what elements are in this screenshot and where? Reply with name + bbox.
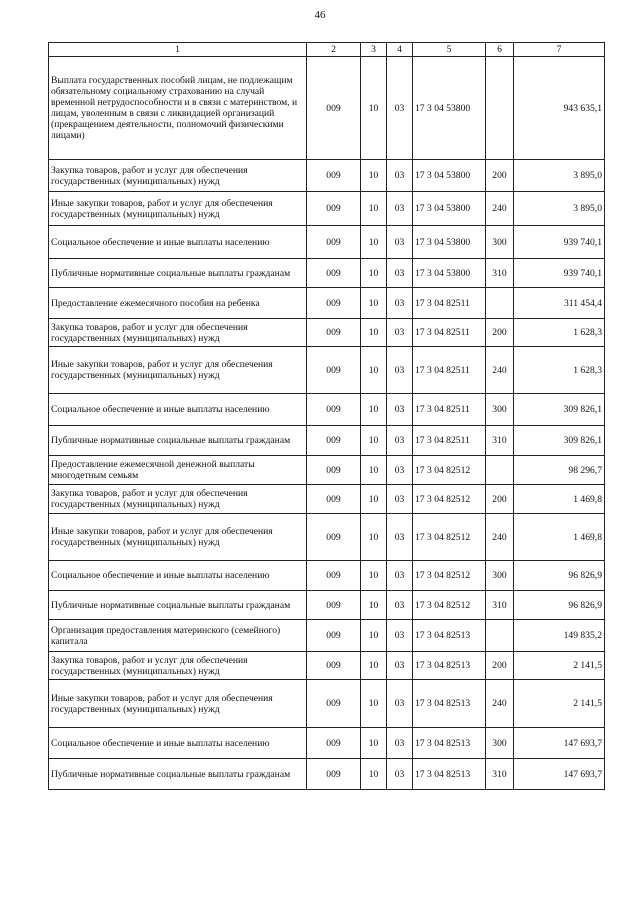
amount: 3 895,0 — [514, 160, 605, 192]
table-row — [49, 57, 605, 160]
code-grbs: 009 — [307, 226, 361, 259]
amount: 309 826,1 — [514, 426, 605, 456]
amount: 2 141,5 — [514, 680, 605, 728]
code-target-article: 17 3 04 82511 — [413, 426, 486, 456]
item-name: Публичные нормативные социальные выплаты гражданам — [49, 426, 307, 456]
code-target-article: 17 3 04 82512 — [413, 561, 486, 591]
table-row — [49, 426, 605, 456]
item-name: Социальное обеспечение и иные выплаты населению — [49, 394, 307, 426]
amount: 939 740,1 — [514, 259, 605, 288]
code-expense-type: 300 — [486, 394, 514, 426]
header-col-7: 7 — [514, 43, 605, 57]
code-section: 10 — [361, 259, 387, 288]
code-target-article: 17 3 04 82512 — [413, 591, 486, 620]
code-grbs: 009 — [307, 288, 361, 319]
table-row — [49, 561, 605, 591]
table-row — [49, 319, 605, 347]
code-target-article: 17 3 04 82513 — [413, 620, 486, 652]
table-row — [49, 514, 605, 561]
table-row — [49, 394, 605, 426]
code-grbs: 009 — [307, 759, 361, 790]
item-name: Закупка товаров, работ и услуг для обеспечения государственных (муниципальных) нужд — [49, 319, 307, 347]
code-grbs: 009 — [307, 680, 361, 728]
item-name: Предоставление ежемесячной денежной выплаты многодетным семьям — [49, 456, 307, 485]
code-grbs: 009 — [307, 652, 361, 680]
code-expense-type: 310 — [486, 759, 514, 790]
amount: 311 454,4 — [514, 288, 605, 319]
header-col-6: 6 — [486, 43, 514, 57]
item-name: Иные закупки товаров, работ и услуг для обеспечения государственных (муниципальных) нужд — [49, 680, 307, 728]
code-section: 10 — [361, 347, 387, 394]
code-target-article: 17 3 04 82513 — [413, 759, 486, 790]
code-grbs: 009 — [307, 728, 361, 759]
table-row — [49, 226, 605, 259]
item-name: Публичные нормативные социальные выплаты гражданам — [49, 259, 307, 288]
code-expense-type: 310 — [486, 426, 514, 456]
page-number: 46 — [314, 9, 326, 21]
item-name: Публичные нормативные социальные выплаты гражданам — [49, 591, 307, 620]
code-section: 10 — [361, 456, 387, 485]
item-name: Иные закупки товаров, работ и услуг для обеспечения государственных (муниципальных) нужд — [49, 192, 307, 226]
code-section: 10 — [361, 426, 387, 456]
amount: 96 826,9 — [514, 591, 605, 620]
amount: 943 635,1 — [514, 57, 605, 160]
code-target-article: 17 3 04 53800 — [413, 57, 486, 160]
code-subsection: 03 — [387, 57, 413, 160]
item-name: Организация предоставления материнского (семейного) капитала — [49, 620, 307, 652]
amount: 939 740,1 — [514, 226, 605, 259]
header-col-2: 2 — [307, 43, 361, 57]
code-subsection: 03 — [387, 426, 413, 456]
item-name: Социальное обеспечение и иные выплаты населению — [49, 226, 307, 259]
code-section: 10 — [361, 319, 387, 347]
code-section: 10 — [361, 759, 387, 790]
code-expense-type: 310 — [486, 591, 514, 620]
code-target-article: 17 3 04 82512 — [413, 456, 486, 485]
code-target-article: 17 3 04 53800 — [413, 160, 486, 192]
code-expense-type: 200 — [486, 485, 514, 514]
item-name: Публичные нормативные социальные выплаты гражданам — [49, 759, 307, 790]
table-row — [49, 680, 605, 728]
code-target-article: 17 3 04 82511 — [413, 347, 486, 394]
table-row — [49, 160, 605, 192]
code-subsection: 03 — [387, 620, 413, 652]
header-col-5: 5 — [413, 43, 486, 57]
code-expense-type: 300 — [486, 226, 514, 259]
code-target-article: 17 3 04 82511 — [413, 288, 486, 319]
code-section: 10 — [361, 226, 387, 259]
code-grbs: 009 — [307, 514, 361, 561]
code-expense-type: 300 — [486, 561, 514, 591]
amount: 1 469,8 — [514, 485, 605, 514]
table-row — [49, 456, 605, 485]
table-body — [49, 57, 605, 790]
code-target-article: 17 3 04 82511 — [413, 394, 486, 426]
table-row — [49, 192, 605, 226]
code-section: 10 — [361, 485, 387, 514]
item-name: Иные закупки товаров, работ и услуг для обеспечения государственных (муниципальных) нужд — [49, 514, 307, 561]
table-row — [49, 288, 605, 319]
code-target-article: 17 3 04 82512 — [413, 514, 486, 561]
code-subsection: 03 — [387, 591, 413, 620]
code-target-article: 17 3 04 82513 — [413, 680, 486, 728]
code-subsection: 03 — [387, 288, 413, 319]
item-name: Социальное обеспечение и иные выплаты населению — [49, 561, 307, 591]
code-section: 10 — [361, 57, 387, 160]
amount: 1 628,3 — [514, 319, 605, 347]
code-grbs: 009 — [307, 394, 361, 426]
header-col-1: 1 — [49, 43, 307, 57]
budget-table — [48, 42, 605, 790]
code-subsection: 03 — [387, 192, 413, 226]
table-row — [49, 485, 605, 514]
code-subsection: 03 — [387, 514, 413, 561]
code-subsection: 03 — [387, 561, 413, 591]
table-row — [49, 728, 605, 759]
code-subsection: 03 — [387, 728, 413, 759]
item-name: Иные закупки товаров, работ и услуг для обеспечения государственных (муниципальных) нужд — [49, 347, 307, 394]
code-section: 10 — [361, 680, 387, 728]
code-target-article: 17 3 04 53800 — [413, 259, 486, 288]
code-expense-type: 200 — [486, 319, 514, 347]
code-subsection: 03 — [387, 680, 413, 728]
code-subsection: 03 — [387, 226, 413, 259]
table-row — [49, 591, 605, 620]
code-expense-type: 200 — [486, 652, 514, 680]
amount: 2 141,5 — [514, 652, 605, 680]
code-expense-type: 200 — [486, 160, 514, 192]
code-grbs: 009 — [307, 620, 361, 652]
header-col-4: 4 — [387, 43, 413, 57]
amount: 1 469,8 — [514, 514, 605, 561]
code-target-article: 17 3 04 53800 — [413, 226, 486, 259]
header-row — [49, 43, 605, 57]
code-section: 10 — [361, 394, 387, 426]
item-name: Выплата государственных пособий лицам, не подлежащим обязательному социальному страхованию на случай временной нетрудоспособности и в связи с материнством, и лицам, уволенным в связи с ликвидацией организаций (прекращением деятельности, полномочий физическими лицами) — [49, 57, 307, 160]
table-row — [49, 652, 605, 680]
code-target-article: 17 3 04 82513 — [413, 728, 486, 759]
code-target-article: 17 3 04 82511 — [413, 319, 486, 347]
code-section: 10 — [361, 591, 387, 620]
code-expense-type: 240 — [486, 347, 514, 394]
code-subsection: 03 — [387, 652, 413, 680]
code-target-article: 17 3 04 82512 — [413, 485, 486, 514]
code-grbs: 009 — [307, 456, 361, 485]
table-row — [49, 347, 605, 394]
code-expense-type — [486, 57, 514, 160]
code-section: 10 — [361, 514, 387, 561]
header-col-3: 3 — [361, 43, 387, 57]
code-expense-type — [486, 620, 514, 652]
item-name: Социальное обеспечение и иные выплаты населению — [49, 728, 307, 759]
amount: 147 693,7 — [514, 728, 605, 759]
code-section: 10 — [361, 192, 387, 226]
code-expense-type: 310 — [486, 259, 514, 288]
code-grbs: 009 — [307, 347, 361, 394]
code-subsection: 03 — [387, 160, 413, 192]
code-expense-type — [486, 456, 514, 485]
code-grbs: 009 — [307, 485, 361, 514]
code-section: 10 — [361, 561, 387, 591]
amount: 147 693,7 — [514, 759, 605, 790]
amount: 149 835,2 — [514, 620, 605, 652]
code-grbs: 009 — [307, 561, 361, 591]
code-subsection: 03 — [387, 347, 413, 394]
amount: 1 628,3 — [514, 347, 605, 394]
code-subsection: 03 — [387, 456, 413, 485]
code-grbs: 009 — [307, 591, 361, 620]
code-subsection: 03 — [387, 394, 413, 426]
code-grbs: 009 — [307, 319, 361, 347]
code-target-article: 17 3 04 53800 — [413, 192, 486, 226]
code-expense-type — [486, 288, 514, 319]
code-subsection: 03 — [387, 485, 413, 514]
code-grbs: 009 — [307, 57, 361, 160]
code-expense-type: 240 — [486, 680, 514, 728]
code-grbs: 009 — [307, 192, 361, 226]
amount: 96 826,9 — [514, 561, 605, 591]
code-section: 10 — [361, 652, 387, 680]
table-row — [49, 620, 605, 652]
code-expense-type: 240 — [486, 514, 514, 561]
table-row — [49, 759, 605, 790]
code-section: 10 — [361, 160, 387, 192]
code-section: 10 — [361, 728, 387, 759]
code-grbs: 009 — [307, 426, 361, 456]
code-grbs: 009 — [307, 160, 361, 192]
code-section: 10 — [361, 288, 387, 319]
code-subsection: 03 — [387, 259, 413, 288]
code-subsection: 03 — [387, 759, 413, 790]
item-name: Закупка товаров, работ и услуг для обеспечения государственных (муниципальных) нужд — [49, 485, 307, 514]
code-expense-type: 240 — [486, 192, 514, 226]
code-grbs: 009 — [307, 259, 361, 288]
item-name: Закупка товаров, работ и услуг для обеспечения государственных (муниципальных) нужд — [49, 160, 307, 192]
code-subsection: 03 — [387, 319, 413, 347]
table-row — [49, 259, 605, 288]
amount: 98 296,7 — [514, 456, 605, 485]
item-name: Закупка товаров, работ и услуг для обеспечения государственных (муниципальных) нужд — [49, 652, 307, 680]
amount: 309 826,1 — [514, 394, 605, 426]
code-section: 10 — [361, 620, 387, 652]
item-name: Предоставление ежемесячного пособия на ребенка — [49, 288, 307, 319]
code-expense-type: 300 — [486, 728, 514, 759]
amount: 3 895,0 — [514, 192, 605, 226]
code-target-article: 17 3 04 82513 — [413, 652, 486, 680]
